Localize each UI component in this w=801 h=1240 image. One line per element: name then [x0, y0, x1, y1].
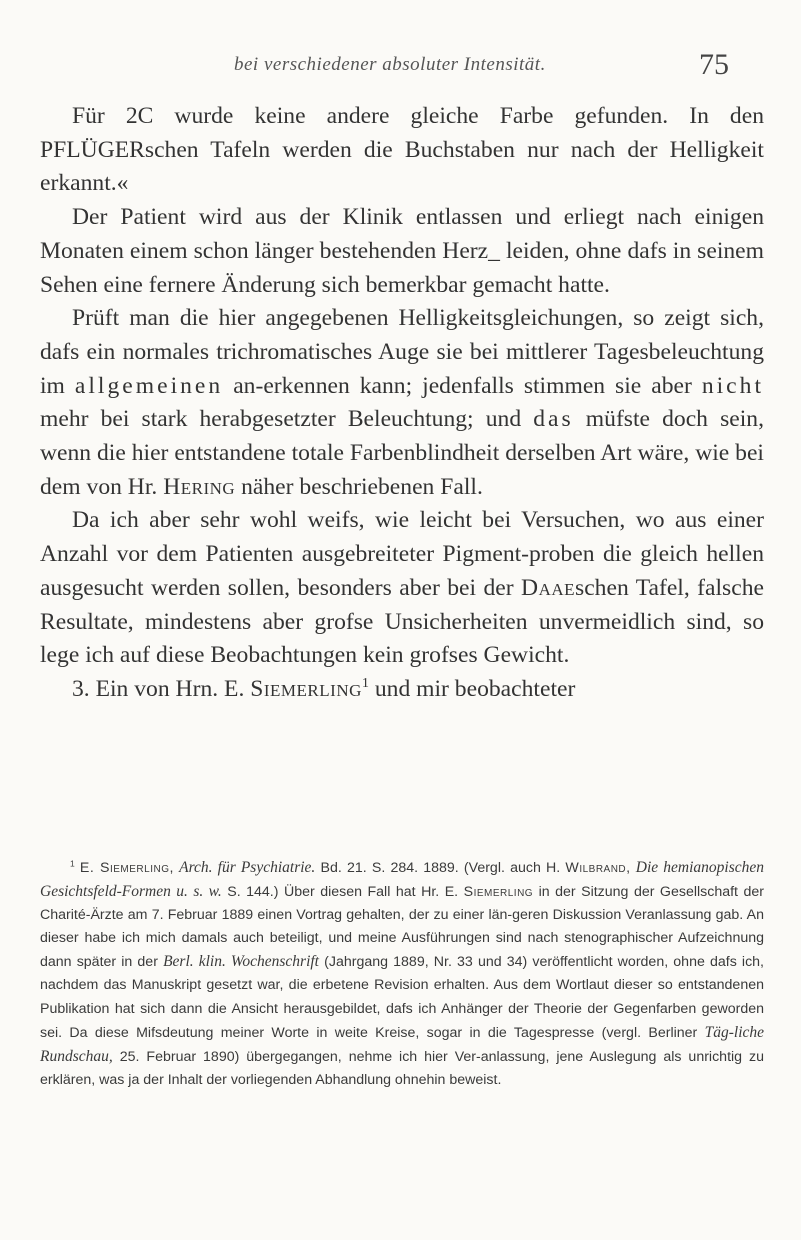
body-text [40, 100, 764, 707]
page-number: 75 [699, 48, 729, 81]
paragraph-5-text-a: 3. Ein von Hrn. E. [72, 675, 245, 702]
name-daae: Daae [521, 574, 576, 601]
emphasis-nicht: nicht [701, 372, 765, 399]
paragraph-3 [40, 302, 764, 504]
fn-text-4: (Jahrgang 1889, Nr. 33 und 34) veröffentlicht worden, ohne dafs ich, nachdem das Manuskript gesetzt war, die erbetene Revision erhalten. Aus dem Wortlaut dieser so entstandenen Publikation hat sich dann die Ansicht herausgebildet, dafs ich Anhänger der Theorie der Gegenfarben geworden sei. Da diese Mifsdeutung meiner Worte in weite Kreise, sogar in die Tagespresse (vergl. Berliner [40, 954, 764, 1041]
paragraph-3-text-i: näher beschriebenen Fall. [241, 473, 483, 500]
fn-ref-4: Täg-liche Rundschau, [40, 1023, 765, 1065]
emphasis-das: das [533, 406, 574, 433]
footnote-ref: 1 [361, 675, 369, 692]
fn-author-2: Wilbrand, [565, 860, 631, 876]
footnote-marker: 1 [70, 858, 75, 869]
paragraph-3-text-e: mehr bei stark herabgesetzter Beleuchtung; und [40, 406, 522, 433]
name-siemerling: Siemerling [250, 675, 362, 702]
paragraph-5-text-d: und mir beobachteter [374, 675, 576, 702]
running-title: bei verschiedener absoluter Intensität. [234, 54, 546, 75]
fn-ref-3: Berl. klin. Wochenschrift [163, 953, 319, 971]
fn-text-2: S. 144.) Über diesen Fall hat Hr. E. [227, 884, 459, 901]
fn-text-1: Bd. 21. S. 284. 1889. (Vergl. auch H. [320, 860, 561, 876]
fn-text-5: 25. Februar 1890) übergegangen, nehme ich hier Ver-anlassung, jene Auslegung als unrichtig zu erklären, was ja der Inhalt der vorliegenden Abhandlung ohnehin beweist. [40, 1048, 764, 1088]
fn-author-1: E. Siemerling, [79, 860, 174, 876]
fn-ref-1: Arch. für Psychiatrie. [179, 859, 316, 876]
paragraph-4 [40, 504, 764, 673]
paragraph-2: Der Patient wird aus der Klinik entlassen und erliegt nach einigen Monaten einem schon länger bestehenden Herz_ leiden, ohne dafs in seinem Sehen eine fernere Änderung sich bemerkbar gemacht hatte. [40, 204, 764, 298]
footnotes [40, 856, 764, 1092]
footnote-1 [40, 856, 764, 1092]
name-hering: Hering [163, 473, 236, 500]
paragraph-5 [40, 673, 764, 707]
page-header [0, 48, 801, 88]
fn-author-3: Siemerling [463, 884, 534, 901]
paragraph-4-text-a: Da ich aber sehr wohl weifs, wie leicht bei Versuchen, wo aus einer Anzahl vor dem Patienten ausgebreiteter Pigment-proben die gleich hellen ausgesucht werden sollen, besonders aber bei der [40, 507, 764, 601]
paragraph-3-text-g: müfste doch sein, wenn die hier entstandene totale Farbenblindheit derselben Art wäre, wie bei dem von Hr. [40, 406, 764, 500]
paragraph-3-text-a: Prüft man die hier angegebenen Helligkeitsgleichungen, so zeigt sich, dafs ein normales trichromatisches Auge sie bei mittlerer Tagesbeleuchtung im [40, 305, 764, 399]
fn-text-3: in der Sitzung der Gesellschaft der Charité-Ärzte am 7. Februar 1889 einen Vortrag gehalten, der zu einer län-geren Diskussion Veranlassung gab. An dieser habe ich mich damals auch beteiligt, und meine Ausführungen sind nach stenographischer Aufzeichnung dann später in der [40, 884, 765, 971]
fn-ref-2: Die hemianopischen Gesichtsfeld-Formen u. s. w. [40, 859, 765, 901]
emphasis-allgemeinen: allgemeinen [74, 372, 224, 399]
paragraph-4-text-c: schen Tafel, falsche Resultate, mindestens aber grofse Unsicherheiten unvermeidlich sind, so lege ich auf diese Beobachtungen kein grofses Gewicht. [40, 574, 764, 669]
paragraph-1: Für 2C wurde keine andere gleiche Farbe gefunden. In den PFLÜGERschen Tafeln werden die Buchstaben nur nach der Helligkeit erkannt.« [40, 103, 764, 197]
paragraph-3-text-c: an-erkennen kann; jedenfalls stimmen sie aber [233, 372, 692, 399]
